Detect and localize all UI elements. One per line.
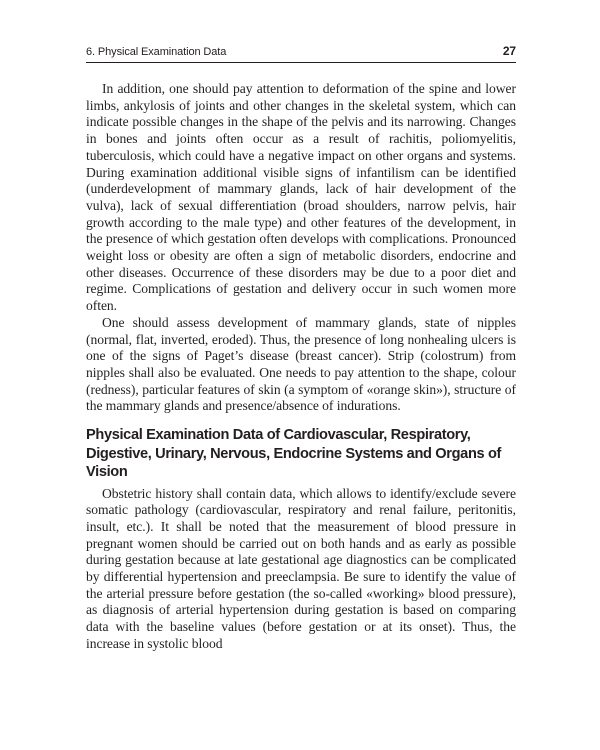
- section-heading: Physical Examination Data of Cardiovascular, Respiratory, Digestive, Urinary, Nervous, Endocrine Systems and Organs of Vision: [86, 427, 502, 481]
- body-text: [86, 81, 516, 653]
- paragraph-skeletal-system: In addition, one should pay attention to deformation of the spine and lower limbs, ankylosis of joints and other changes in the skeletal system, which can indicate possible changes in the shape of the pelvis and its narrowing. Changes in bones and joints often occur as a result of rachitis, poliomyelitis, tuberculosis, which could have a negative impact on other organs and systems. During examination additional visible signs of infantilism can be identified (underdevelopment of mammary glands, lack of hair development of the vulva), lack of sexual differentiation (broad shoulders, narrow pelvis, hair growth according to the male type) and other features of the development, in the presence of which gestation often develops with complications. Pronounced weight loss or obesity are often a sign of metabolic disorders, endocrine and other diseases. Occurrence of these disorders may be due to a poor diet and regime. Complications of gestation and delivery occur in such women more often.: [86, 81, 516, 314]
- book-page: [86, 44, 516, 653]
- chapter-title: 6. Physical Examination Data: [86, 46, 227, 58]
- running-head: [86, 44, 516, 63]
- paragraph-mammary-glands: One should assess development of mammary glands, state of nipples (normal, flat, inverted, eroded). Thus, the presence of long nonhealing ulcers is one of the signs of Paget’s disease (breast cancer). Strip (colostrum) from nipples shall also be evaluated. One needs to pay attention to the shape, colour (redness), particular features of skin (a symptom of «orange skin»), structure of the mammary glands and presence/absence of indurations.: [86, 314, 516, 414]
- paragraph-obstetric-history: Obstetric history shall contain data, which allows to identify/exclude severe somatic pathology (cardiovascular, respiratory and renal failure, peritonitis, insult, etc.). It shall be noted that the measurement of blood pressure in pregnant women should be carried out on both hands and as early as possible during gestation because at late gestational age diagnostics can be complicated by differential hypertension and preeclampsia. Be sure to identify the value of the arterial pressure before gestation (the so-called «working» blood pressure), as diagnosis of arterial hypertension during gestation is based on comparing data with the baseline values (before gestation or at its onset). Thus, the increase in systolic blood: [86, 485, 516, 651]
- page-number: 27: [502, 44, 516, 58]
